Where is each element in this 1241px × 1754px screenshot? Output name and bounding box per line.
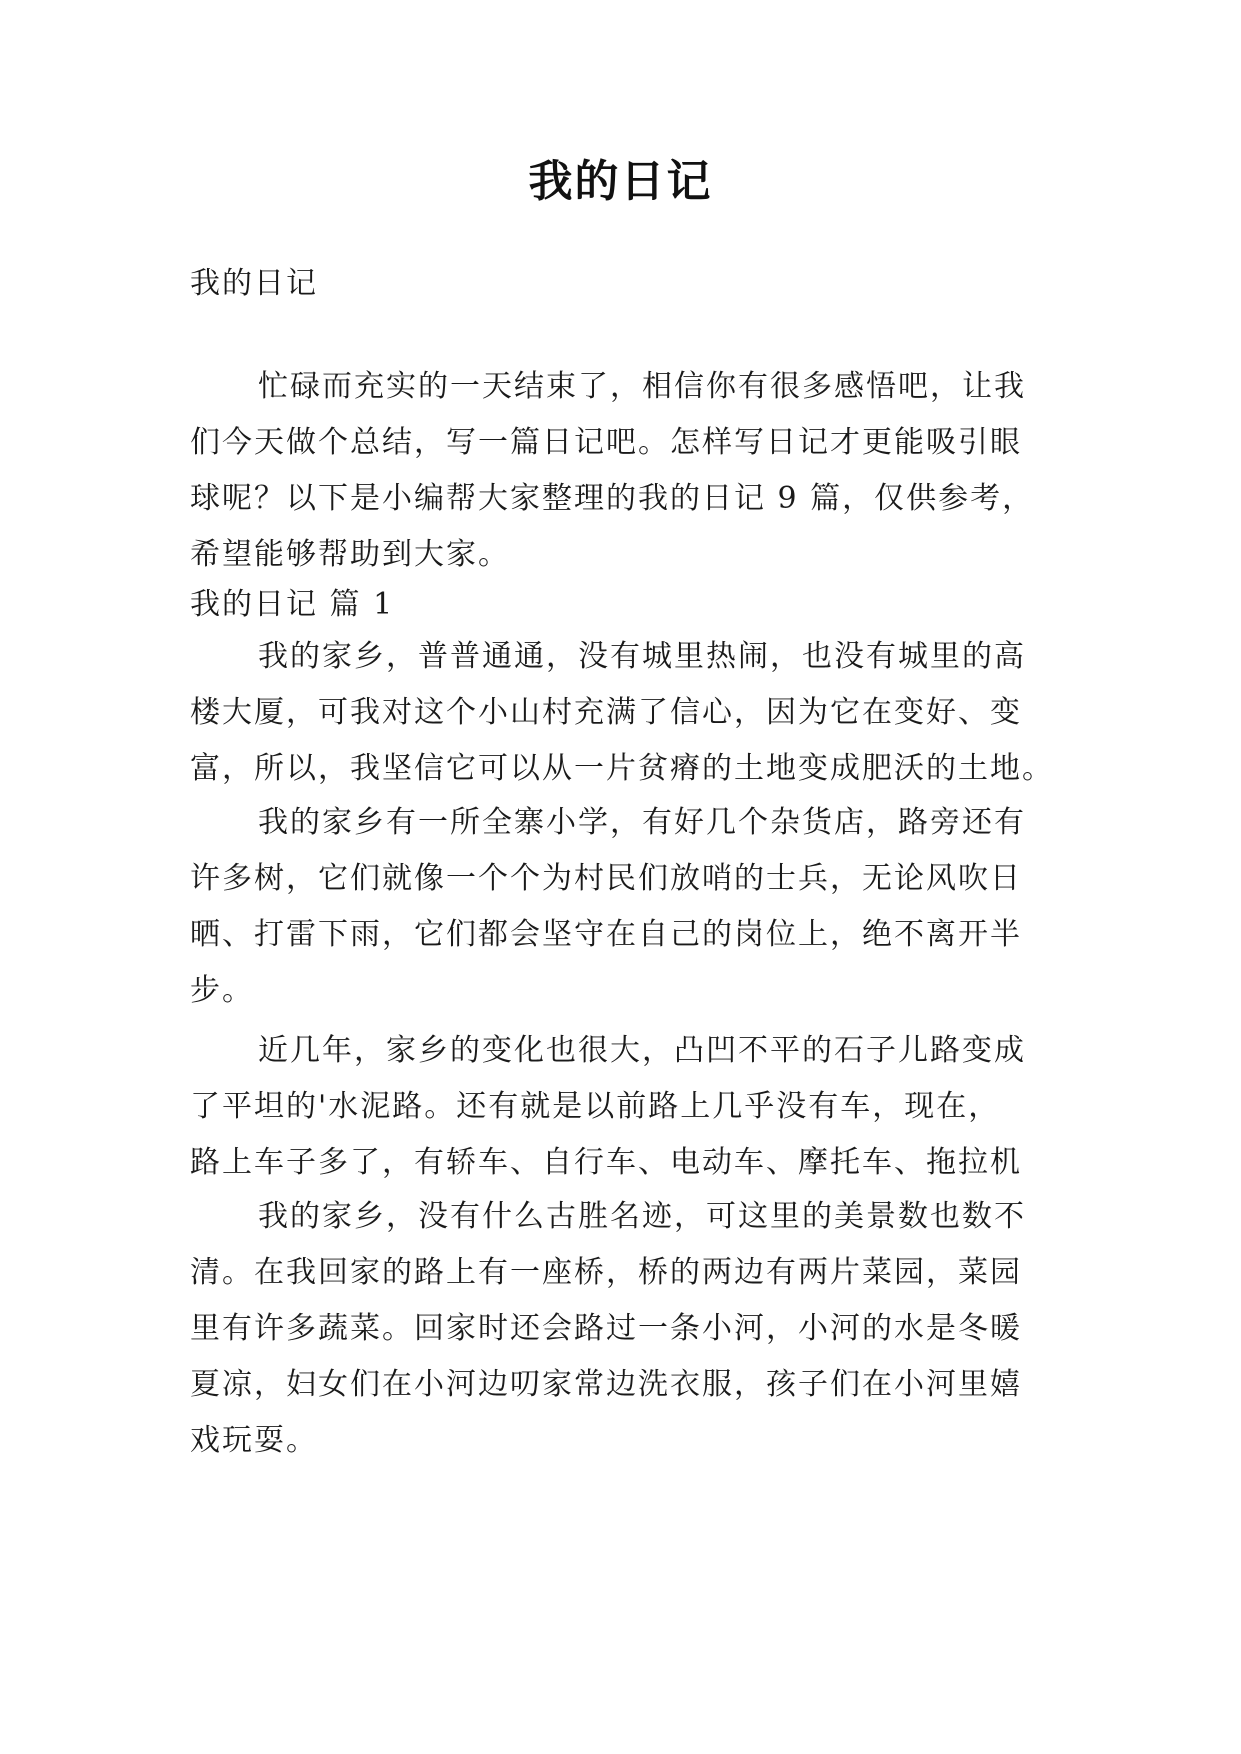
section-heading: 我的日记 篇 1 <box>190 587 395 622</box>
intro-line: 们今天做个总结，写一篇日记吧。怎样写日记才更能吸引眼 <box>190 425 1022 460</box>
document-subtitle: 我的日记 <box>190 266 318 301</box>
paragraph-line: 我的家乡，普普通通，没有城里热闹，也没有城里的高 <box>258 639 1026 674</box>
paragraph-line: 许多树，它们就像一个个为村民们放哨的士兵，无论风吹日 <box>190 861 1022 896</box>
paragraph-line: 我的家乡，没有什么古胜名迹，可这里的美景数也数不 <box>258 1199 1026 1234</box>
intro-line: 忙碌而充实的一天结束了，相信你有很多感悟吧，让我 <box>258 369 1026 404</box>
paragraph-line: 富，所以，我坚信它可以从一片贫瘠的土地变成肥沃的土地。 <box>190 751 1054 786</box>
paragraph-line: 了平坦的'水泥路。还有就是以前路上几乎没有车，现在， <box>190 1089 1001 1124</box>
paragraph-line: 清。在我回家的路上有一座桥，桥的两边有两片菜园，菜园 <box>190 1255 1022 1290</box>
document-title: 我的日记 <box>528 156 713 207</box>
paragraph-line: 晒、打雷下雨，它们都会坚守在自己的岗位上，绝不离开半 <box>190 917 1022 952</box>
paragraph-line: 戏玩耍。 <box>190 1423 318 1458</box>
paragraph-line: 楼大厦，可我对这个小山村充满了信心，因为它在变好、变 <box>190 695 1022 730</box>
paragraph-line: 我的家乡有一所全寨小学，有好几个杂货店，路旁还有 <box>258 805 1026 840</box>
paragraph-line: 步。 <box>190 973 254 1008</box>
paragraph-line: 路上车子多了，有轿车、自行车、电动车、摩托车、拖拉机 <box>190 1145 1022 1180</box>
intro-line: 希望能够帮助到大家。 <box>190 537 510 572</box>
paragraph-line: 里有许多蔬菜。回家时还会路过一条小河，小河的水是冬暖 <box>190 1311 1022 1346</box>
intro-line: 球呢？以下是小编帮大家整理的我的日记 9 篇，仅供参考， <box>190 481 1035 516</box>
paragraph-line: 近几年，家乡的变化也很大，凸凹不平的石子儿路变成 <box>258 1033 1026 1068</box>
paragraph-line: 夏凉，妇女们在小河边叨家常边洗衣服，孩子们在小河里嬉 <box>190 1367 1022 1402</box>
